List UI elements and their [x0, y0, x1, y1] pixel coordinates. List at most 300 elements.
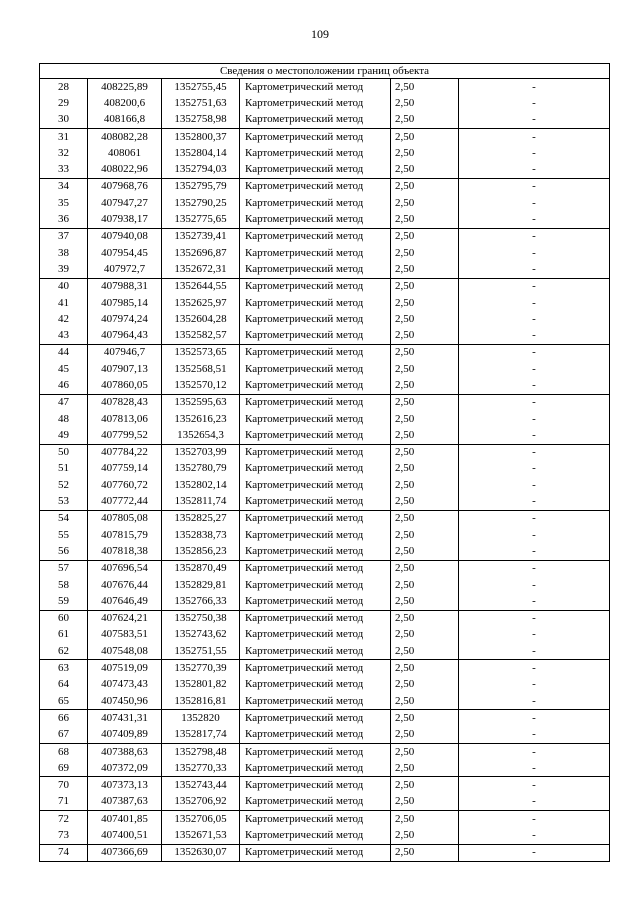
precision-cell: 2,50	[391, 411, 459, 427]
point-number-cell: 34	[40, 178, 88, 195]
x-coordinate-cell: 407401,85	[88, 811, 162, 828]
page-number: 109	[311, 27, 329, 41]
precision-cell: 2,50	[391, 278, 459, 295]
table-row	[40, 161, 610, 178]
x-coordinate-cell: 407784,22	[88, 444, 162, 461]
y-coordinate-cell: 1352654,3	[162, 427, 240, 444]
point-number-cell: 44	[40, 344, 88, 361]
method-cell: Картометрический метод	[240, 727, 391, 744]
precision-cell: 2,50	[391, 128, 459, 145]
x-coordinate-cell: 407772,44	[88, 493, 162, 510]
x-coordinate-cell: 407815,79	[88, 527, 162, 543]
description-cell: -	[459, 295, 610, 311]
point-number-cell: 60	[40, 610, 88, 627]
y-coordinate-cell: 1352671,53	[162, 827, 240, 844]
point-number-cell: 38	[40, 245, 88, 261]
y-coordinate-cell: 1352595,63	[162, 394, 240, 411]
point-number-cell: 65	[40, 693, 88, 710]
x-coordinate-cell: 407388,63	[88, 743, 162, 760]
precision-cell: 2,50	[391, 178, 459, 195]
x-coordinate-cell: 407968,76	[88, 178, 162, 195]
method-cell: Картометрический метод	[240, 394, 391, 411]
boundary-coordinates-table	[39, 63, 610, 862]
x-coordinate-cell: 407372,09	[88, 760, 162, 777]
method-cell: Картометрический метод	[240, 211, 391, 228]
point-number-cell: 54	[40, 510, 88, 527]
description-cell: -	[459, 427, 610, 444]
precision-cell: 2,50	[391, 811, 459, 828]
x-coordinate-cell: 407583,51	[88, 627, 162, 643]
x-coordinate-cell: 407450,96	[88, 693, 162, 710]
point-number-cell: 50	[40, 444, 88, 461]
precision-cell: 2,50	[391, 777, 459, 794]
table-row	[40, 128, 610, 145]
precision-cell: 2,50	[391, 477, 459, 493]
method-cell: Картометрический метод	[240, 427, 391, 444]
x-coordinate-cell: 407759,14	[88, 461, 162, 477]
table-row	[40, 444, 610, 461]
method-cell: Картометрический метод	[240, 361, 391, 377]
x-coordinate-cell: 407646,49	[88, 593, 162, 610]
precision-cell: 2,50	[391, 760, 459, 777]
point-number-cell: 73	[40, 827, 88, 844]
y-coordinate-cell: 1352798,48	[162, 743, 240, 760]
x-coordinate-cell: 407947,27	[88, 195, 162, 211]
point-number-cell: 63	[40, 660, 88, 677]
description-cell: -	[459, 145, 610, 161]
table-row	[40, 461, 610, 477]
x-coordinate-cell: 407985,14	[88, 295, 162, 311]
description-cell: -	[459, 710, 610, 727]
table-row	[40, 727, 610, 744]
x-coordinate-cell: 407946,7	[88, 344, 162, 361]
precision-cell: 2,50	[391, 228, 459, 245]
method-cell: Картометрический метод	[240, 95, 391, 111]
y-coordinate-cell: 1352870,49	[162, 560, 240, 577]
description-cell: -	[459, 112, 610, 129]
table-row	[40, 777, 610, 794]
table-row	[40, 811, 610, 828]
method-cell: Картометрический метод	[240, 777, 391, 794]
description-cell: -	[459, 811, 610, 828]
x-coordinate-cell: 407988,31	[88, 278, 162, 295]
x-coordinate-cell: 408166,8	[88, 112, 162, 129]
y-coordinate-cell: 1352672,31	[162, 261, 240, 278]
description-cell: -	[459, 794, 610, 811]
method-cell: Картометрический метод	[240, 128, 391, 145]
table-row	[40, 394, 610, 411]
table-row	[40, 543, 610, 560]
x-coordinate-cell: 408061	[88, 145, 162, 161]
description-cell: -	[459, 660, 610, 677]
precision-cell: 2,50	[391, 593, 459, 610]
precision-cell: 2,50	[391, 95, 459, 111]
description-cell: -	[459, 760, 610, 777]
description-cell: -	[459, 627, 610, 643]
point-number-cell: 74	[40, 844, 88, 861]
x-coordinate-cell: 407907,13	[88, 361, 162, 377]
table-row	[40, 710, 610, 727]
point-number-cell: 35	[40, 195, 88, 211]
precision-cell: 2,50	[391, 743, 459, 760]
description-cell: -	[459, 543, 610, 560]
description-cell: -	[459, 643, 610, 660]
point-number-cell: 30	[40, 112, 88, 129]
method-cell: Картометрический метод	[240, 610, 391, 627]
method-cell: Картометрический метод	[240, 245, 391, 261]
description-cell: -	[459, 394, 610, 411]
x-coordinate-cell: 408200,6	[88, 95, 162, 111]
x-coordinate-cell: 408082,28	[88, 128, 162, 145]
method-cell: Картометрический метод	[240, 844, 391, 861]
precision-cell: 2,50	[391, 195, 459, 211]
precision-cell: 2,50	[391, 461, 459, 477]
precision-cell: 2,50	[391, 444, 459, 461]
description-cell: -	[459, 560, 610, 577]
point-number-cell: 48	[40, 411, 88, 427]
y-coordinate-cell: 1352817,74	[162, 727, 240, 744]
description-cell: -	[459, 593, 610, 610]
point-number-cell: 62	[40, 643, 88, 660]
point-number-cell: 49	[40, 427, 88, 444]
y-coordinate-cell: 1352816,81	[162, 693, 240, 710]
y-coordinate-cell: 1352625,97	[162, 295, 240, 311]
x-coordinate-cell: 407400,51	[88, 827, 162, 844]
description-cell: -	[459, 178, 610, 195]
y-coordinate-cell: 1352743,44	[162, 777, 240, 794]
table-row	[40, 760, 610, 777]
precision-cell: 2,50	[391, 79, 459, 96]
precision-cell: 2,50	[391, 844, 459, 861]
precision-cell: 2,50	[391, 610, 459, 627]
description-cell: -	[459, 245, 610, 261]
table-row	[40, 79, 610, 96]
x-coordinate-cell: 407805,08	[88, 510, 162, 527]
table-row	[40, 693, 610, 710]
precision-cell: 2,50	[391, 827, 459, 844]
table-row	[40, 295, 610, 311]
table-row	[40, 627, 610, 643]
x-coordinate-cell: 407799,52	[88, 427, 162, 444]
precision-cell: 2,50	[391, 211, 459, 228]
y-coordinate-cell: 1352770,33	[162, 760, 240, 777]
y-coordinate-cell: 1352739,41	[162, 228, 240, 245]
x-coordinate-cell: 407548,08	[88, 643, 162, 660]
precision-cell: 2,50	[391, 145, 459, 161]
precision-cell: 2,50	[391, 427, 459, 444]
precision-cell: 2,50	[391, 660, 459, 677]
table-row	[40, 377, 610, 394]
y-coordinate-cell: 1352751,63	[162, 95, 240, 111]
table-row	[40, 311, 610, 327]
y-coordinate-cell: 1352838,73	[162, 527, 240, 543]
description-cell: -	[459, 261, 610, 278]
point-number-cell: 28	[40, 79, 88, 96]
precision-cell: 2,50	[391, 394, 459, 411]
description-cell: -	[459, 128, 610, 145]
x-coordinate-cell: 407387,63	[88, 794, 162, 811]
table-row	[40, 643, 610, 660]
y-coordinate-cell: 1352696,87	[162, 245, 240, 261]
method-cell: Картометрический метод	[240, 261, 391, 278]
method-cell: Картометрический метод	[240, 112, 391, 129]
precision-cell: 2,50	[391, 161, 459, 178]
y-coordinate-cell: 1352755,45	[162, 79, 240, 96]
table-row	[40, 610, 610, 627]
method-cell: Картометрический метод	[240, 344, 391, 361]
y-coordinate-cell: 1352750,38	[162, 610, 240, 627]
precision-cell: 2,50	[391, 710, 459, 727]
y-coordinate-cell: 1352770,39	[162, 660, 240, 677]
y-coordinate-cell: 1352775,65	[162, 211, 240, 228]
point-number-cell: 52	[40, 477, 88, 493]
precision-cell: 2,50	[391, 344, 459, 361]
method-cell: Картометрический метод	[240, 461, 391, 477]
table-row	[40, 427, 610, 444]
method-cell: Картометрический метод	[240, 677, 391, 693]
point-number-cell: 43	[40, 327, 88, 344]
table-row	[40, 844, 610, 861]
description-cell: -	[459, 411, 610, 427]
table-row	[40, 493, 610, 510]
method-cell: Картометрический метод	[240, 743, 391, 760]
x-coordinate-cell: 407409,89	[88, 727, 162, 744]
method-cell: Картометрический метод	[240, 794, 391, 811]
y-coordinate-cell: 1352706,05	[162, 811, 240, 828]
description-cell: -	[459, 610, 610, 627]
description-cell: -	[459, 827, 610, 844]
y-coordinate-cell: 1352582,57	[162, 327, 240, 344]
description-cell: -	[459, 228, 610, 245]
y-coordinate-cell: 1352802,14	[162, 477, 240, 493]
point-number-cell: 55	[40, 527, 88, 543]
precision-cell: 2,50	[391, 361, 459, 377]
precision-cell: 2,50	[391, 112, 459, 129]
table-body	[40, 79, 610, 862]
x-coordinate-cell: 407813,06	[88, 411, 162, 427]
y-coordinate-cell: 1352758,98	[162, 112, 240, 129]
point-number-cell: 33	[40, 161, 88, 178]
point-number-cell: 67	[40, 727, 88, 744]
description-cell: -	[459, 327, 610, 344]
table-row	[40, 278, 610, 295]
description-cell: -	[459, 444, 610, 461]
x-coordinate-cell: 407972,7	[88, 261, 162, 278]
method-cell: Картометрический метод	[240, 643, 391, 660]
method-cell: Картометрический метод	[240, 527, 391, 543]
point-number-cell: 42	[40, 311, 88, 327]
point-number-cell: 37	[40, 228, 88, 245]
x-coordinate-cell: 407473,43	[88, 677, 162, 693]
y-coordinate-cell: 1352825,27	[162, 510, 240, 527]
description-cell: -	[459, 361, 610, 377]
method-cell: Картометрический метод	[240, 327, 391, 344]
precision-cell: 2,50	[391, 493, 459, 510]
point-number-cell: 71	[40, 794, 88, 811]
x-coordinate-cell: 407676,44	[88, 577, 162, 593]
point-number-cell: 56	[40, 543, 88, 560]
point-number-cell: 61	[40, 627, 88, 643]
y-coordinate-cell: 1352743,62	[162, 627, 240, 643]
method-cell: Картометрический метод	[240, 278, 391, 295]
y-coordinate-cell: 1352801,82	[162, 677, 240, 693]
description-cell: -	[459, 278, 610, 295]
precision-cell: 2,50	[391, 693, 459, 710]
precision-cell: 2,50	[391, 245, 459, 261]
x-coordinate-cell: 407818,38	[88, 543, 162, 560]
table-row	[40, 112, 610, 129]
table-row	[40, 228, 610, 245]
point-number-cell: 45	[40, 361, 88, 377]
y-coordinate-cell: 1352856,23	[162, 543, 240, 560]
method-cell: Картометрический метод	[240, 161, 391, 178]
table-row	[40, 344, 610, 361]
description-cell: -	[459, 844, 610, 861]
precision-cell: 2,50	[391, 794, 459, 811]
x-coordinate-cell: 408022,96	[88, 161, 162, 178]
description-cell: -	[459, 510, 610, 527]
precision-cell: 2,50	[391, 510, 459, 527]
table-row	[40, 95, 610, 111]
y-coordinate-cell: 1352706,92	[162, 794, 240, 811]
method-cell: Картометрический метод	[240, 477, 391, 493]
method-cell: Картометрический метод	[240, 295, 391, 311]
point-number-cell: 40	[40, 278, 88, 295]
y-coordinate-cell: 1352811,74	[162, 493, 240, 510]
point-number-cell: 41	[40, 295, 88, 311]
x-coordinate-cell: 407696,54	[88, 560, 162, 577]
table-row	[40, 743, 610, 760]
method-cell: Картометрический метод	[240, 811, 391, 828]
table-row	[40, 527, 610, 543]
method-cell: Картометрический метод	[240, 577, 391, 593]
method-cell: Картометрический метод	[240, 827, 391, 844]
table-row	[40, 510, 610, 527]
method-cell: Картометрический метод	[240, 79, 391, 96]
method-cell: Картометрический метод	[240, 377, 391, 394]
description-cell: -	[459, 743, 610, 760]
precision-cell: 2,50	[391, 527, 459, 543]
point-number-cell: 36	[40, 211, 88, 228]
point-number-cell: 46	[40, 377, 88, 394]
table-row	[40, 560, 610, 577]
y-coordinate-cell: 1352790,25	[162, 195, 240, 211]
method-cell: Картометрический метод	[240, 178, 391, 195]
x-coordinate-cell: 407940,08	[88, 228, 162, 245]
table-title: Сведения о местоположении границ объекта	[40, 64, 610, 79]
description-cell: -	[459, 95, 610, 111]
precision-cell: 2,50	[391, 560, 459, 577]
precision-cell: 2,50	[391, 727, 459, 744]
y-coordinate-cell: 1352604,28	[162, 311, 240, 327]
method-cell: Картометрический метод	[240, 593, 391, 610]
description-cell: -	[459, 377, 610, 394]
method-cell: Картометрический метод	[240, 543, 391, 560]
x-coordinate-cell: 407974,24	[88, 311, 162, 327]
precision-cell: 2,50	[391, 643, 459, 660]
description-cell: -	[459, 493, 610, 510]
table-row	[40, 593, 610, 610]
precision-cell: 2,50	[391, 627, 459, 643]
description-cell: -	[459, 693, 610, 710]
method-cell: Картометрический метод	[240, 710, 391, 727]
y-coordinate-cell: 1352616,23	[162, 411, 240, 427]
point-number-cell: 51	[40, 461, 88, 477]
y-coordinate-cell: 1352644,55	[162, 278, 240, 295]
method-cell: Картометрический метод	[240, 228, 391, 245]
x-coordinate-cell: 407373,13	[88, 777, 162, 794]
y-coordinate-cell: 1352780,79	[162, 461, 240, 477]
y-coordinate-cell: 1352570,12	[162, 377, 240, 394]
table-row	[40, 145, 610, 161]
table-row	[40, 245, 610, 261]
description-cell: -	[459, 161, 610, 178]
y-coordinate-cell: 1352568,51	[162, 361, 240, 377]
description-cell: -	[459, 677, 610, 693]
precision-cell: 2,50	[391, 677, 459, 693]
precision-cell: 2,50	[391, 311, 459, 327]
point-number-cell: 58	[40, 577, 88, 593]
y-coordinate-cell: 1352829,81	[162, 577, 240, 593]
method-cell: Картометрический метод	[240, 693, 391, 710]
point-number-cell: 59	[40, 593, 88, 610]
method-cell: Картометрический метод	[240, 560, 391, 577]
method-cell: Картометрический метод	[240, 627, 391, 643]
description-cell: -	[459, 195, 610, 211]
x-coordinate-cell: 407519,09	[88, 660, 162, 677]
x-coordinate-cell: 407938,17	[88, 211, 162, 228]
x-coordinate-cell: 407964,43	[88, 327, 162, 344]
table-row	[40, 794, 610, 811]
description-cell: -	[459, 577, 610, 593]
x-coordinate-cell: 407954,45	[88, 245, 162, 261]
point-number-cell: 68	[40, 743, 88, 760]
description-cell: -	[459, 477, 610, 493]
point-number-cell: 72	[40, 811, 88, 828]
table-row	[40, 195, 610, 211]
y-coordinate-cell: 1352795,79	[162, 178, 240, 195]
table-row	[40, 327, 610, 344]
precision-cell: 2,50	[391, 295, 459, 311]
table-row	[40, 411, 610, 427]
y-coordinate-cell: 1352794,03	[162, 161, 240, 178]
description-cell: -	[459, 211, 610, 228]
point-number-cell: 39	[40, 261, 88, 278]
y-coordinate-cell: 1352766,33	[162, 593, 240, 610]
x-coordinate-cell: 407760,72	[88, 477, 162, 493]
table-row	[40, 677, 610, 693]
description-cell: -	[459, 461, 610, 477]
point-number-cell: 29	[40, 95, 88, 111]
table-row	[40, 577, 610, 593]
description-cell: -	[459, 79, 610, 96]
point-number-cell: 70	[40, 777, 88, 794]
y-coordinate-cell: 1352804,14	[162, 145, 240, 161]
table-row	[40, 178, 610, 195]
method-cell: Картометрический метод	[240, 444, 391, 461]
point-number-cell: 69	[40, 760, 88, 777]
description-cell: -	[459, 311, 610, 327]
method-cell: Картометрический метод	[240, 760, 391, 777]
point-number-cell: 32	[40, 145, 88, 161]
precision-cell: 2,50	[391, 577, 459, 593]
description-cell: -	[459, 777, 610, 794]
table-row	[40, 211, 610, 228]
precision-cell: 2,50	[391, 327, 459, 344]
table-row	[40, 361, 610, 377]
y-coordinate-cell: 1352751,55	[162, 643, 240, 660]
table-row	[40, 477, 610, 493]
